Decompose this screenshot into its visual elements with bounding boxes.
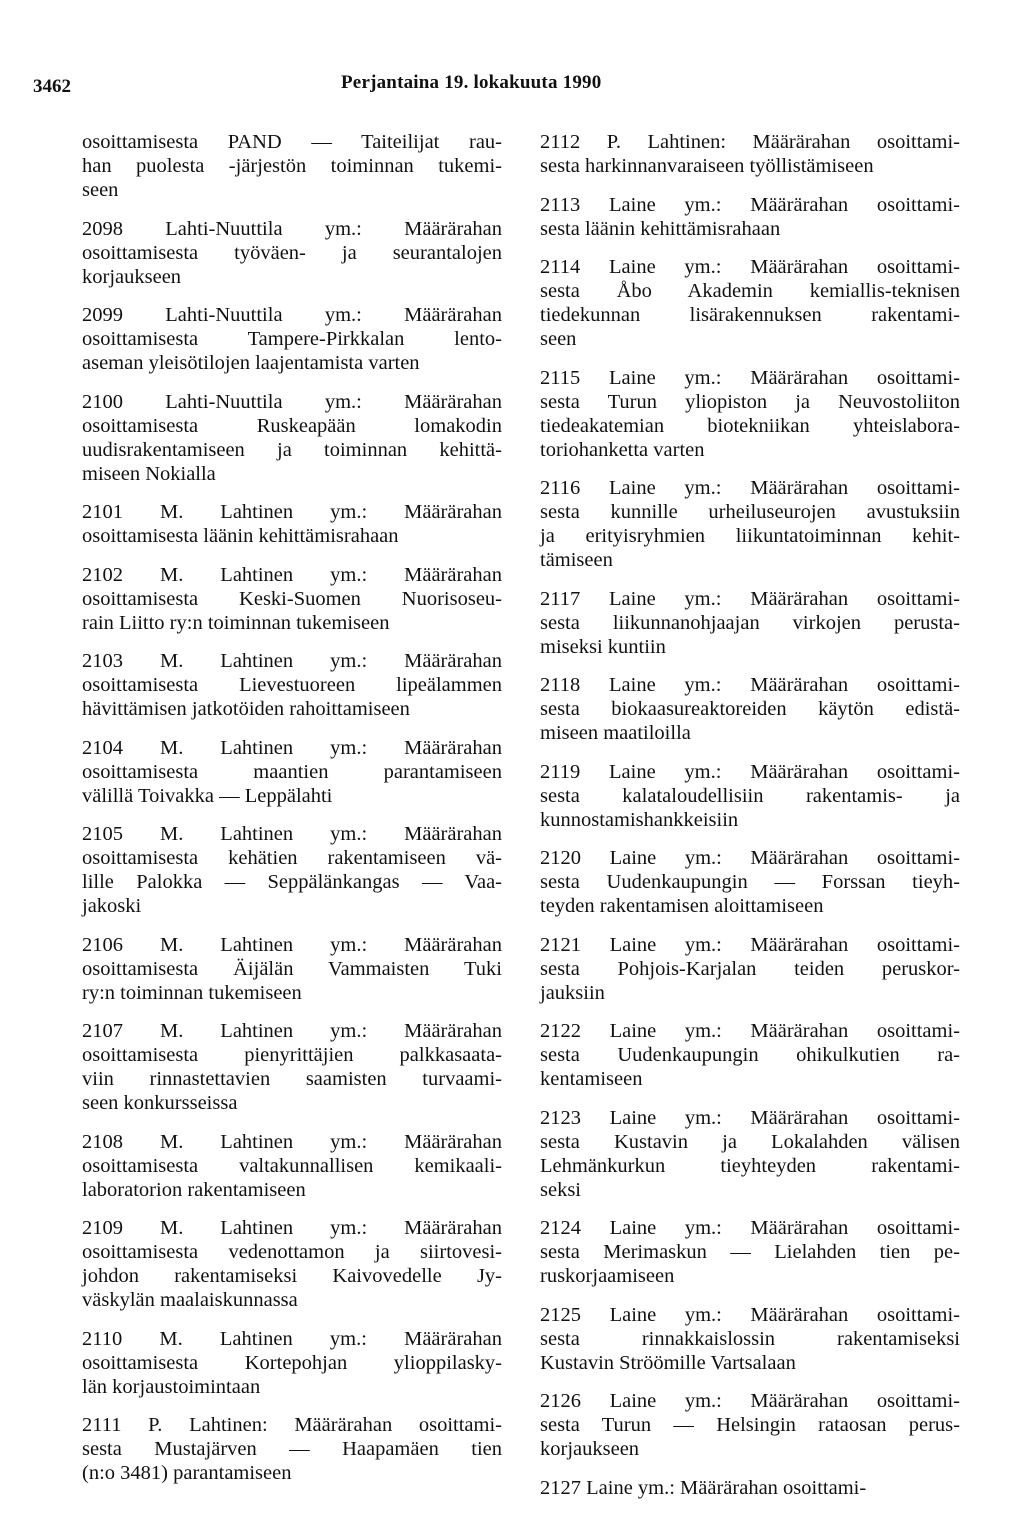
entry-line: 2116 Laine ym.: Määrärahan osoittami- <box>540 477 960 499</box>
right-column-entry <box>540 476 960 572</box>
entry-line: Kustavin Ströömille Vartsalaan <box>540 1351 796 1374</box>
right-column-entry <box>540 673 960 745</box>
entry-line: jauksiin <box>540 981 605 1004</box>
right-column-entry <box>540 255 960 351</box>
entry-line: 2127 Laine ym.: Määrärahan osoittami- <box>540 1476 867 1499</box>
entry-line: 2100 Lahti-Nuuttila ym.: Määrärahan <box>82 390 502 413</box>
entry-line: miseen maatiloilla <box>540 722 691 744</box>
entry-line: 2122 Laine ym.: Määrärahan osoittami- <box>540 1020 960 1042</box>
right-column-entry <box>540 193 960 241</box>
entry-line: 2105 M. Lahtinen ym.: Määrärahan <box>82 823 502 845</box>
entry-line: osoittamisesta maantien parantamiseen <box>82 760 502 783</box>
entry-line: 2125 Laine ym.: Määrärahan osoittami- <box>540 1303 960 1326</box>
entry-line: viin rinnastettavien saamisten turvaami- <box>82 1068 502 1090</box>
page-number: 3462 <box>33 76 71 97</box>
right-column-entry <box>540 1303 960 1375</box>
left-column-entry <box>82 563 502 635</box>
entry-line: osoittamisesta pienyrittäjien palkkasaata- <box>82 1044 502 1066</box>
right-column-entry <box>540 130 960 178</box>
entry-line: 2108 M. Lahtinen ym.: Määrärahan <box>82 1130 502 1153</box>
entry-line: osoittamisesta työväen- ja seurantalojen <box>82 241 502 264</box>
entry-line: ry:n toiminnan tukemiseen <box>82 981 302 1004</box>
entry-line: hävittämisen jatkotöiden rahoittamiseen <box>82 698 410 720</box>
left-column-entry <box>82 130 502 202</box>
left-column <box>82 130 502 1500</box>
entry-line: han puolesta -järjestön toiminnan tukemi- <box>82 155 502 177</box>
entry-line: 2098 Lahti-Nuuttila ym.: Määrärahan <box>82 217 502 240</box>
entry-line: 2106 M. Lahtinen ym.: Määrärahan <box>82 933 502 956</box>
entry-line: 2104 M. Lahtinen ym.: Määrärahan <box>82 736 502 759</box>
entry-line: (n:o 3481) parantamiseen <box>82 1462 292 1484</box>
left-column-entry <box>82 822 502 918</box>
entry-line: sesta biokaasureaktoreiden käytön edistä- <box>540 698 960 720</box>
entry-line: korjaukseen <box>82 265 182 288</box>
entry-line: 2120 Laine ym.: Määrärahan osoittami- <box>540 847 960 869</box>
entry-line: sesta Kustavin ja Lokalahden välisen <box>540 1130 960 1153</box>
entry-line: 2102 M. Lahtinen ym.: Määrärahan <box>82 563 502 586</box>
left-column-entry <box>82 1413 502 1485</box>
entry-line: osoittamisesta läänin kehittämisrahaan <box>82 525 399 547</box>
entry-line: 2115 Laine ym.: Määrärahan osoittami- <box>540 366 960 389</box>
entry-line: laboratorion rakentamiseen <box>82 1178 306 1201</box>
left-column-entry <box>82 933 502 1005</box>
entry-line: ruskorjaamiseen <box>540 1265 675 1287</box>
entry-line: 2110 M. Lahtinen ym.: Määrärahan <box>82 1327 502 1350</box>
entry-line: 2111 P. Lahtinen: Määrärahan osoittami- <box>82 1414 502 1436</box>
entry-line: osoittamisesta Lievestuoreen lipeälammen <box>82 674 502 696</box>
entry-line: osoittamisesta Tampere-Pirkkalan lento- <box>82 328 502 350</box>
left-column-entry <box>82 217 502 289</box>
right-column-entry <box>540 1106 960 1202</box>
left-column-entry <box>82 1019 502 1115</box>
entry-line: sesta läänin kehittämisrahaan <box>540 217 781 240</box>
entry-line: miseen Nokialla <box>82 462 216 485</box>
entry-line: osoittamisesta vedenottamon ja siirtovesi- <box>82 1241 502 1263</box>
left-column-entry <box>82 736 502 808</box>
right-column-entry <box>540 933 960 1005</box>
entry-line: väskylän maalaiskunnassa <box>82 1289 298 1311</box>
entry-line: 2112 P. Lahtinen: Määrärahan osoittami- <box>540 131 960 153</box>
entry-line: sesta rinnakkaislossin rakentamiseksi <box>540 1327 960 1350</box>
entry-line: 2124 Laine ym.: Määrärahan osoittami- <box>540 1217 960 1239</box>
entry-line: kentamiseen <box>540 1068 643 1090</box>
entry-line: sesta Mustajärven — Haapamäen tien <box>82 1438 502 1460</box>
entry-line: rain Liitto ry:n toiminnan tukemiseen <box>82 611 390 634</box>
right-column-entry <box>540 1389 960 1461</box>
entry-line: seen <box>82 179 119 201</box>
entry-line: 2121 Laine ym.: Määrärahan osoittami- <box>540 933 960 956</box>
left-column-entry <box>82 1216 502 1312</box>
entry-line: sesta Uudenkaupungin — Forssan tieyh- <box>540 871 960 893</box>
entry-line: osoittamisesta Ruskeapään lomakodin <box>82 414 502 437</box>
entry-line: miseksi kuntiin <box>540 635 666 658</box>
entry-line: johdon rakentamiseksi Kaivovedelle Jy- <box>82 1265 502 1287</box>
left-column-entry <box>82 303 502 375</box>
entry-line: sesta Turun yliopiston ja Neuvostoliiton <box>540 390 960 413</box>
entry-line: 2126 Laine ym.: Määrärahan osoittami- <box>540 1390 960 1412</box>
entry-line: seen konkursseissa <box>82 1092 238 1114</box>
entry-line: jakoski <box>82 895 142 917</box>
right-column-entry <box>540 366 960 462</box>
entry-line: 2117 Laine ym.: Määrärahan osoittami- <box>540 587 960 610</box>
entry-line: 2119 Laine ym.: Määrärahan osoittami- <box>540 760 960 783</box>
entry-line: teyden rakentamisen aloittamiseen <box>540 895 824 917</box>
entry-line: aseman yleisötilojen laajentamista varten <box>82 352 420 374</box>
entry-line: osoittamisesta Kortepohjan ylioppilasky- <box>82 1351 502 1374</box>
left-column-entry <box>82 649 502 721</box>
entry-line: sesta kunnille urheiluseurojen avustuksiin <box>540 501 960 523</box>
entry-line: osoittamisesta Keski-Suomen Nuorisoseu- <box>82 587 502 610</box>
entry-line: seen <box>540 328 577 350</box>
entry-line: lille Palokka — Seppälänkangas — Vaa- <box>82 871 502 893</box>
entry-line: sesta Uudenkaupungin ohikulkutien ra- <box>540 1044 960 1066</box>
entry-line: sesta Merimaskun — Lielahden tien pe- <box>540 1241 960 1263</box>
entry-line: 2109 M. Lahtinen ym.: Määrärahan <box>82 1217 502 1239</box>
entry-line: kunnostamishankkeisiin <box>540 808 739 831</box>
entry-line: välillä Toivakka — Leppälahti <box>82 784 333 807</box>
right-column-entry <box>540 1216 960 1288</box>
entry-line: sesta harkinnanvaraiseen työllistämiseen <box>540 155 874 177</box>
entry-line: 2103 M. Lahtinen ym.: Määrärahan <box>82 650 502 672</box>
entry-line: uudisrakentamiseen ja toiminnan kehittä- <box>82 438 502 461</box>
entry-line: tämiseen <box>540 549 613 571</box>
right-column-entry <box>540 1476 960 1500</box>
entry-line: 2107 M. Lahtinen ym.: Määrärahan <box>82 1020 502 1042</box>
entry-line: sesta liikunnanohjaajan virkojen perusta- <box>540 611 960 634</box>
running-head: Perjantaina 19. lokakuuta 1990 <box>341 72 602 93</box>
entry-line: län korjaustoimintaan <box>82 1375 261 1398</box>
left-column-entry <box>82 1130 502 1202</box>
entry-line: korjaukseen <box>540 1438 640 1460</box>
entry-line: toriohanketta varten <box>540 438 705 461</box>
entry-line: sesta Åbo Akademin kemiallis-teknisen <box>540 280 960 302</box>
right-column-entry <box>540 587 960 659</box>
entry-line: osoittamisesta kehätien rakentamiseen vä- <box>82 847 502 869</box>
entry-line: Lehmänkurkun tieyhteyden rakentami- <box>540 1154 960 1177</box>
entry-line: 2114 Laine ym.: Määrärahan osoittami- <box>540 256 960 278</box>
entry-line: seksi <box>540 1178 581 1201</box>
entry-line: sesta Turun — Helsingin rataosan perus- <box>540 1414 960 1436</box>
entry-line: 2118 Laine ym.: Määrärahan osoittami- <box>540 674 960 696</box>
entry-line: sesta kalataloudellisiin rakentamis- ja <box>540 784 960 807</box>
left-column-entry <box>82 1327 502 1399</box>
right-column-entry <box>540 760 960 832</box>
left-column-entry <box>82 390 502 486</box>
entry-line: 2123 Laine ym.: Määrärahan osoittami- <box>540 1106 960 1129</box>
entry-line: osoittamisesta PAND — Taiteilijat rau- <box>82 131 502 153</box>
right-column <box>540 130 960 1514</box>
left-column-entry <box>82 500 502 548</box>
entry-line: tiedeakatemian biotekniikan yhteislabora- <box>540 414 960 437</box>
entry-line: tiedekunnan lisärakennuksen rakentami- <box>540 304 960 326</box>
entry-line: 2099 Lahti-Nuuttila ym.: Määrärahan <box>82 304 502 326</box>
entry-line: osoittamisesta valtakunnallisen kemikaali- <box>82 1154 502 1177</box>
entry-line: osoittamisesta Äijälän Vammaisten Tuki <box>82 957 502 980</box>
entry-line: 2113 Laine ym.: Määrärahan osoittami- <box>540 193 960 216</box>
right-column-entry <box>540 1019 960 1091</box>
entry-line: 2101 M. Lahtinen ym.: Määrärahan <box>82 501 502 523</box>
entry-line: sesta Pohjois-Karjalan teiden peruskor- <box>540 957 960 980</box>
entry-line: ja erityisryhmien liikuntatoiminnan kehit- <box>540 525 960 547</box>
right-column-entry <box>540 846 960 918</box>
